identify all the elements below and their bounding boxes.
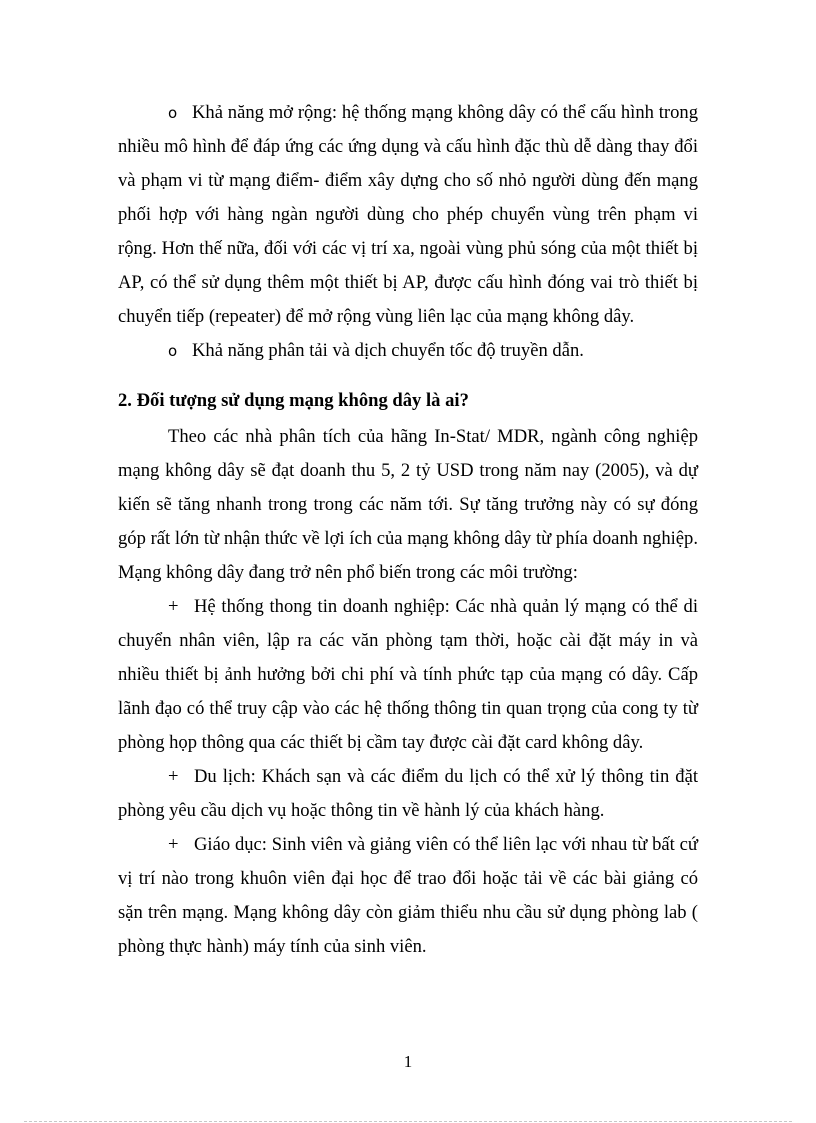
plus-bullet-icon: + <box>168 766 179 787</box>
list-item-enterprise <box>118 590 698 760</box>
list-item-tourism <box>118 760 698 828</box>
page-number: 1 <box>403 1052 413 1071</box>
list-item-education <box>118 828 698 964</box>
intro-paragraph: Theo các nhà phân tích của hãng In-Stat/ MDR, ngành công nghiệp mạng không dây sẽ đạt doanh thu 5, 2 tỷ USD trong năm nay (2005), và dự kiến sẽ tăng nhanh trong trong các năm tới. Sự tăng trưởng này có sự đóng góp rất lớn từ nhận thức về lợi ích của mạng không dây từ phía doanh nghiệp. Mạng không dây đang trở nên phổ biến trong các môi trường: <box>118 426 698 583</box>
plus-bullet-icon: + <box>168 834 179 855</box>
list-item-text: Hệ thống thong tin doanh nghiệp: Các nhà quản lý mạng có thể di chuyển nhân viên, lập ra các văn phòng tạm thời, hoặc cài đặt máy in và nhiều thiết bị ảnh hưởng bởi chi phí và tính phức tạp của mạng có dây. Cấp lãnh đạo có thể truy cập vào các hệ thống thông tin quan trọng của cong ty từ phòng họp thông qua các thiết bị cầm tay được cài đặt card không dây. <box>118 596 698 753</box>
bullet-text: Khả năng phân tải và dịch chuyển tốc độ truyền dẫn. <box>192 340 584 361</box>
circle-bullet-icon: o <box>168 342 178 360</box>
bullet-item-scalability <box>118 96 698 334</box>
document-body <box>118 96 698 964</box>
circle-bullet-icon: o <box>168 104 178 122</box>
bullet-item-load-balancing <box>118 334 698 368</box>
section-heading: 2. Đối tượng sử dụng mạng không dây là ai? <box>118 390 469 411</box>
list-item-text: Du lịch: Khách sạn và các điểm du lịch có thể xử lý thông tin đặt phòng yêu cầu dịch vụ hoặc thông tin về hành lý của khách hàng. <box>118 766 698 821</box>
list-item-text: Giáo dục: Sinh viên và giảng viên có thể liên lạc với nhau từ bất cứ vị trí nào trong khuôn viên đại học để trao đổi hoặc tải về các bài giảng có sặn trên mạng. Mạng không dây còn giảm thiểu nhu cầu sử dụng phòng lab ( phòng thực hành) máy tính của sinh viên. <box>118 834 698 957</box>
bullet-text: Khả năng mở rộng: hệ thống mạng không dây có thể cấu hình trong nhiều mô hình để đáp ứng các ứng dụng và cấu hình đặc thù dễ dàng thay đổi và phạm vi từ mạng điểm- điểm xây dựng cho số nhỏ người dùng đến mạng phối hợp với hàng ngàn người dùng cho phép chuyển vùng trên phạm vi rộng. Hơn thế nữa, đối với các vị trí xa, ngoài vùng phủ sóng của một thiết bị AP, có thể sử dụng thêm một thiết bị AP, được cấu hình đóng vai trò thiết bị chuyển tiếp (repeater) để mở rộng vùng liên lạc của mạng không dây. <box>118 102 698 327</box>
plus-bullet-icon: + <box>168 596 179 617</box>
page-bottom-divider <box>24 1121 792 1122</box>
